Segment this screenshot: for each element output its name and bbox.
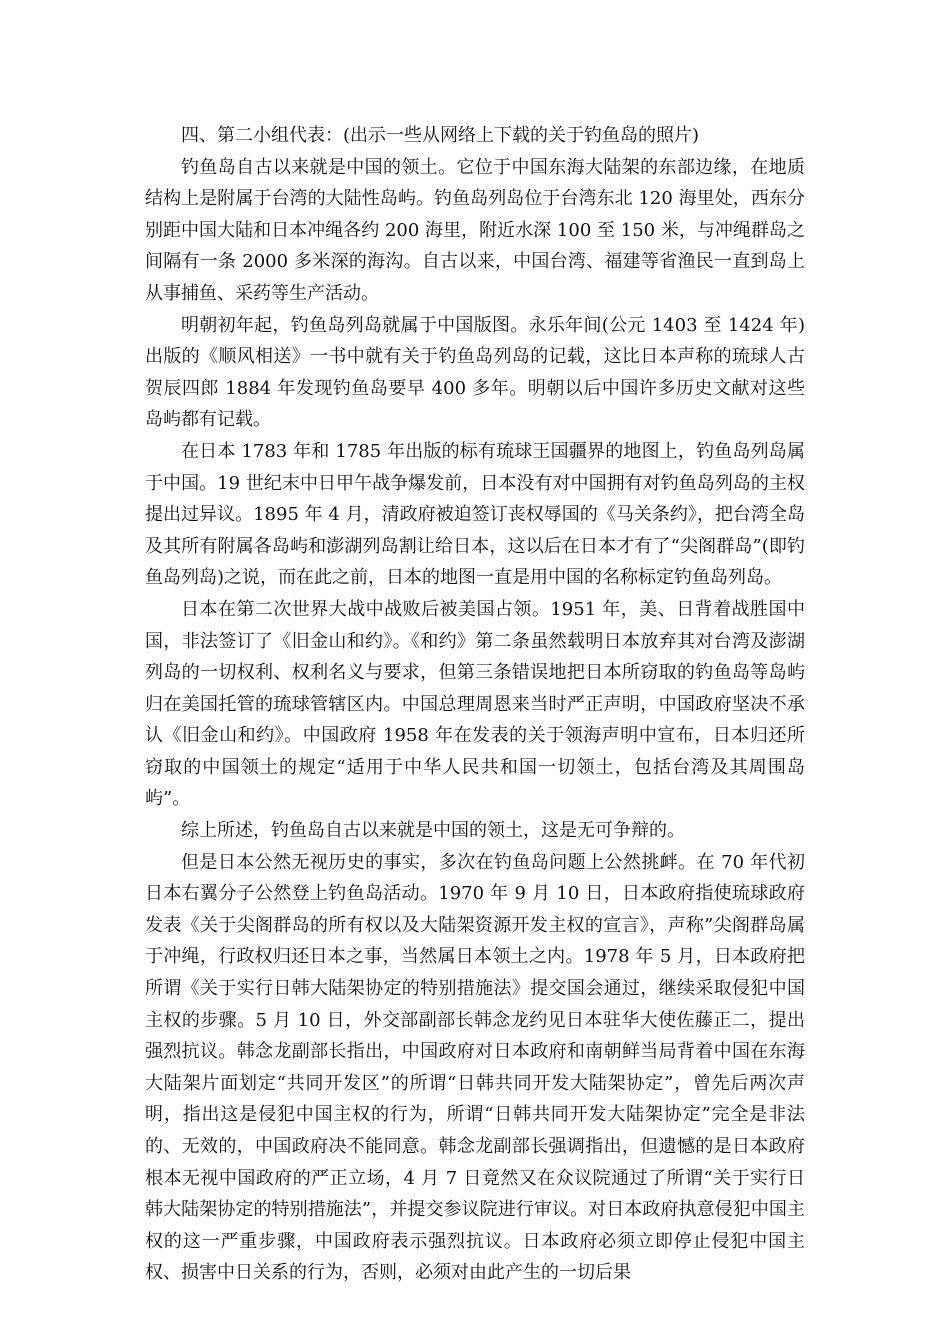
paragraph-japanese-maps: 在日本 1783 年和 1785 年出版的标有琉球王国疆界的地图上，钓鱼岛列岛属于中国。19 世纪末中日甲午战争爆发前，日本没有对中国拥有对钓鱼岛列岛的主权提出过异议。1895 年 4 月，清政府被迫签订丧权辱国的《马关条约》，把台湾全岛及其所有附属各岛屿和澎湖列岛割让给日本，这以后在日本才有了“尖阁群岛”(即钓鱼岛列岛)之说，而在此之前，日本的地图一直是用中国的名称标定钓鱼岛列岛。 <box>145 440 805 589</box>
document-page <box>145 120 805 1289</box>
paragraph-san-francisco-treaty: 日本在第二次世界大战中战败后被美国占领。1951 年，美、日背着战胜国中国，非法签订了《旧金山和约》。《和约》第二条虽然载明日本放弃其对台湾及澎湖列岛的一切权利、权利名义与要求，但第三条错误地把日本所窃取的钓鱼岛等岛屿归在美国托管的琉球管辖区内。中国总理周恩来当时严正声明，中国政府坚决不承认《旧金山和约》。中国政府 1958 年在发表的关于领海声明中宣布，日本归还所窃取的中国领土的规定“适用于中华人民共和国一切领土，包括台湾及其周围岛屿”。 <box>145 598 805 810</box>
paragraph-diaoyu-geography: 钓鱼岛自古以来就是中国的领土。它位于中国东海大陆架的东部边缘，在地质结构上是附属于台湾的大陆性岛屿。钓鱼岛列岛位于台湾东北 120 海里处，西东分别距中国大陆和日本冲绳各约 200 海里，附近水深 100 至 150 米，与冲绳群岛之间隔有一条 2000 多米深的海沟。自古以来，中国台湾、福建等省渔民一直到岛上从事捕鱼、采药等生产活动。 <box>145 156 805 304</box>
paragraph-japanese-provocations: 但是日本公然无视历史的事实，多次在钓鱼岛问题上公然挑衅。在 70 年代初日本右翼分子公然登上钓鱼岛活动。1970 年 9 月 10 日，日本政府指使琉球政府发表《关于尖阁群岛的所有权以及大陆架资源开发主权的宣言》，声称”尖阁群岛属于冲绳，行政权归还日本之事，当然属日本领土之内。1978 年 5 月，日本政府把所谓《关于实行日韩大陆架协定的特别措施法》提交国会通过，继续采取侵犯中国主权的步骤。5 月 10 日，外交部副部长韩念龙约见日本驻华大使佐藤正二，提出强烈抗议。韩念龙副部长指出，中国政府对日本政府和南朝鲜当局背着中国在东海大陆架片面划定“共同开发区”的所谓“日韩共同开发大陆架协定”，曾先后两次声明，指出这是侵犯中国主权的行为，所谓“日韩共同开发大陆架协定”完全是非法的、无效的，中国政府决不能同意。韩念龙副部长强调指出，但遗憾的是日本政府根本无视中国政府的严正立场，4 月 7 日竟然又在众议院通过了所谓“关于实行日韩大陆架协定的特别措施法”，并提交参议院进行审议。对日本政府执意侵犯中国主权的这一严重步骤，中国政府表示强烈抗议。日本政府必须立即停止侵犯中国主权、损害中日关系的行为，否则，必须对由此产生的一切后果 <box>145 851 805 1284</box>
paragraph-ming-dynasty-records: 明朝初年起，钓鱼岛列岛就属于中国版图。永乐年间(公元 1403 至 1424 年)出版的《顺风相送》一书中就有关于钓鱼岛列岛的记载，这比日本声称的琉球人古贺辰四郎 1884 年发现钓鱼岛要早 400 多年。明朝以后中国许多历史文献对这些岛屿都有记载。 <box>145 314 805 431</box>
paragraph-group-two-intro: 四、第二小组代表：(出示一些从网络上下载的关于钓鱼岛的照片) <box>181 125 700 146</box>
paragraph-summary: 综上所述，钓鱼岛自古以来就是中国的领土，这是无可争辩的。 <box>181 820 685 842</box>
